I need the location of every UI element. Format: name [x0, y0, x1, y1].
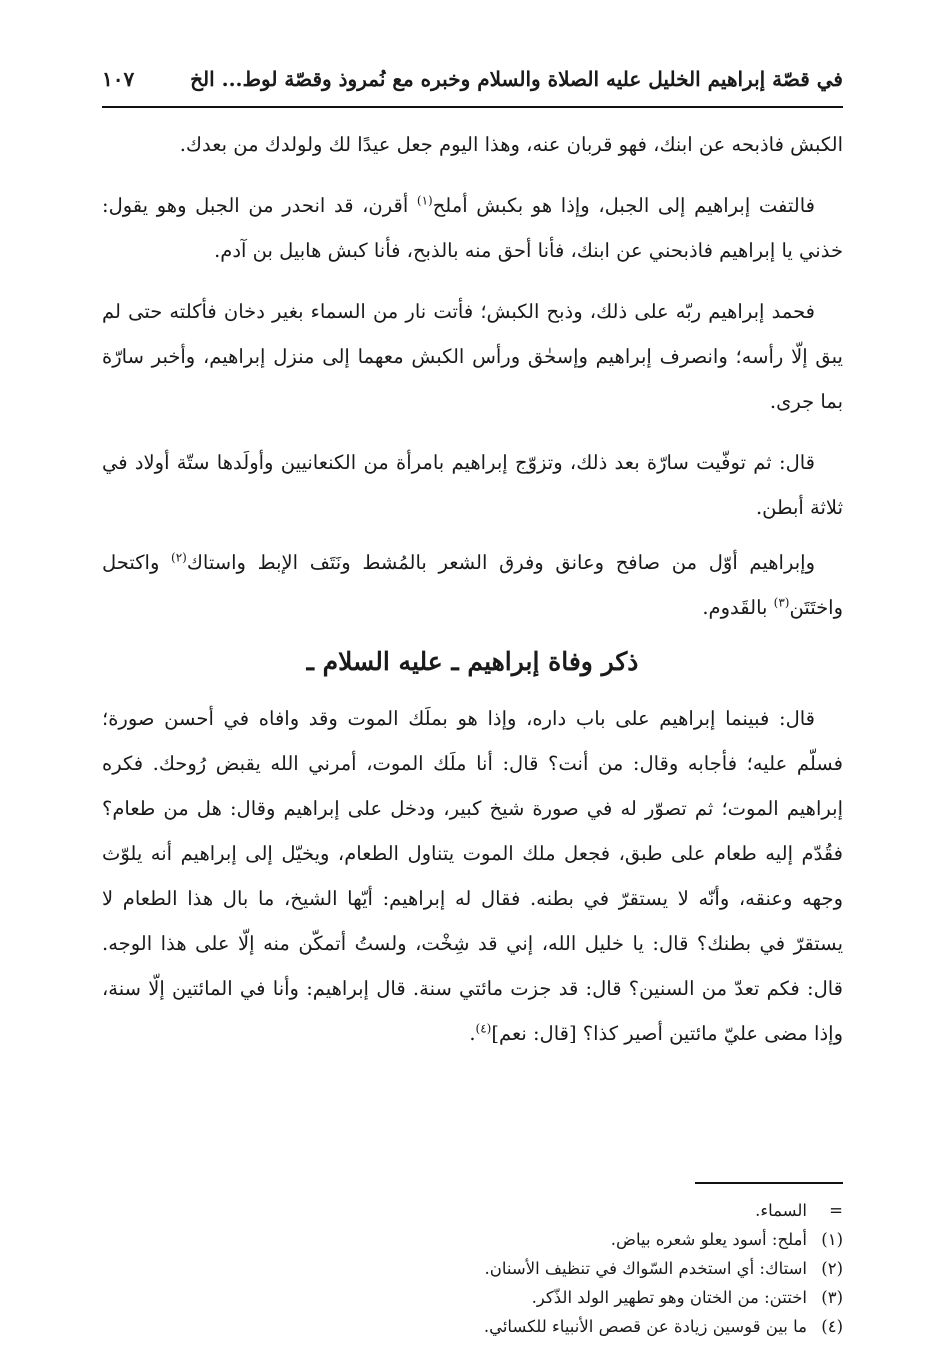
- paragraph-text: فحمد إبراهيم ربّه على ذلك، وذبح الكبش؛ فأتت نار من السماء بغير دخان فأكلته حتى لم يبق إلّا رأسه؛ وانصرف إبراهيم وإسحٰق ورأس الكبش معهما إلى منزل إبراهيم، وأخبر سارّة بما جرى.: [102, 300, 843, 413]
- paragraph: [102, 122, 843, 167]
- footnote-ref: (٢): [171, 550, 187, 565]
- running-head: [102, 58, 843, 100]
- section-title: ذكر وفاة إبراهيم ـ عليه السلام ـ: [306, 647, 639, 676]
- footnote-number: (٣): [821, 1288, 843, 1307]
- paragraph: [102, 696, 843, 1056]
- footnote-number: (٢): [821, 1259, 843, 1278]
- paragraph-text: قال: ثم توفّيت سارّة بعد ذلك، وتزوّج إبراهيم بامرأة من الكنعانيين وأولَدها ستّة أولاد في ثلاثة أبطن.: [102, 451, 843, 519]
- footnote-number: (٤): [821, 1317, 843, 1336]
- paragraph: [102, 440, 843, 530]
- page-number: ١٠٧: [102, 67, 135, 91]
- footnote-item: [102, 1312, 843, 1341]
- footnote-ref: (١): [416, 193, 433, 208]
- header-rule: [102, 106, 843, 108]
- paragraph-text: قال: فبينما إبراهيم على باب داره، وإذا هو بملَك الموت وقد وافاه في أحسن صورة؛ فسلّم عليه؛ فأجابه وقال: من أنت؟ قال: أنا ملَك الموت، أمرني الله يقبض رُوحك. فكره إبراهيم الموت؛ ثم تصوّر له في صورة شيخ كبير، ودخل على إبراهيم وقال: هل من طعام؟ فقُدّم إليه طعام على طبق، فجعل ملك الموت يتناول الطعام، ويخيّل إلى إبراهيم أنه يلوّث وجهه وعنقه، وأنّه لا يستقرّ في بطنه. فقال له إبراهيم: أيّها الشيخ، ما بال هذا الطعام لا يستقرّ في بطنك؟ قال: يا خليل الله، إني قد شِخْت، ولستُ أتمكّن منه إلّا على هذا الوجه. قال: فكم تعدّ من السنين؟ قال: قد جزت مائتي سنة. قال إبراهيم: وأنا في المائتين إلّا سنة، وإذا مضى عليّ مائتين أصير كذا؟ [قال: نعم]: [102, 707, 843, 1045]
- paragraph-text: بالقَدوم.: [702, 596, 774, 619]
- running-title: في قصّة إبراهيم الخليل عليه الصلاة والسلام وخبره مع نُمروذ وقصّة لوط... الخ: [190, 67, 843, 91]
- footnote-item: [102, 1254, 843, 1283]
- paragraph-text: واكتحل واختَتَن: [102, 551, 843, 619]
- footnote-text: ما بين قوسين زيادة عن قصص الأنبياء للكسائي.: [483, 1317, 807, 1336]
- continuation-mark: =: [829, 1201, 843, 1220]
- footnote-text: استاك: أي استخدم السّواك في تنظيف الأسنان.: [484, 1259, 807, 1278]
- footnote-number: (١): [821, 1230, 843, 1249]
- footnote-continuation: [102, 1196, 843, 1225]
- footnote-item: [102, 1283, 843, 1312]
- paragraph-text: فالتفت إبراهيم إلى الجبل، وإذا هو بكبش أملح: [432, 194, 815, 217]
- paragraph-text: .: [469, 1022, 476, 1045]
- footnote-ref: (٣): [773, 595, 790, 610]
- paragraph-text: وإبراهيم أوّل من صافح وعانق وفرق الشعر بالمُشط ونَتَف الإبط واستاك: [186, 551, 815, 574]
- paragraph: [102, 289, 843, 424]
- footnote-text: اختتن: من الختان وهو تطهير الولد الذّكر.: [531, 1288, 807, 1307]
- footnote-text: أملح: أسود يعلو شعره بياض.: [610, 1230, 807, 1249]
- footnote-item: [102, 1225, 843, 1254]
- footnotes: [102, 1196, 843, 1341]
- footnote-ref: (٤): [475, 1021, 492, 1036]
- footnote-text: السماء.: [755, 1201, 807, 1220]
- paragraph-text: الكبش فاذبحه عن ابنك، فهو قربان عنه، وهذا اليوم جعل عيدًا لك ولولدك من بعدك.: [179, 133, 843, 156]
- paragraph: [102, 540, 843, 630]
- footnote-rule: [695, 1182, 843, 1184]
- body-text: [102, 122, 843, 1072]
- book-page: [102, 58, 843, 1336]
- paragraph: [102, 183, 843, 273]
- paragraph-text: أقرن، قد انحدر من الجبل وهو يقول: خذني يا إبراهيم فاذبحني عن ابنك، فأنا أحق منه بالذبح، فأنا كبش هابيل بن آدم.: [102, 194, 843, 262]
